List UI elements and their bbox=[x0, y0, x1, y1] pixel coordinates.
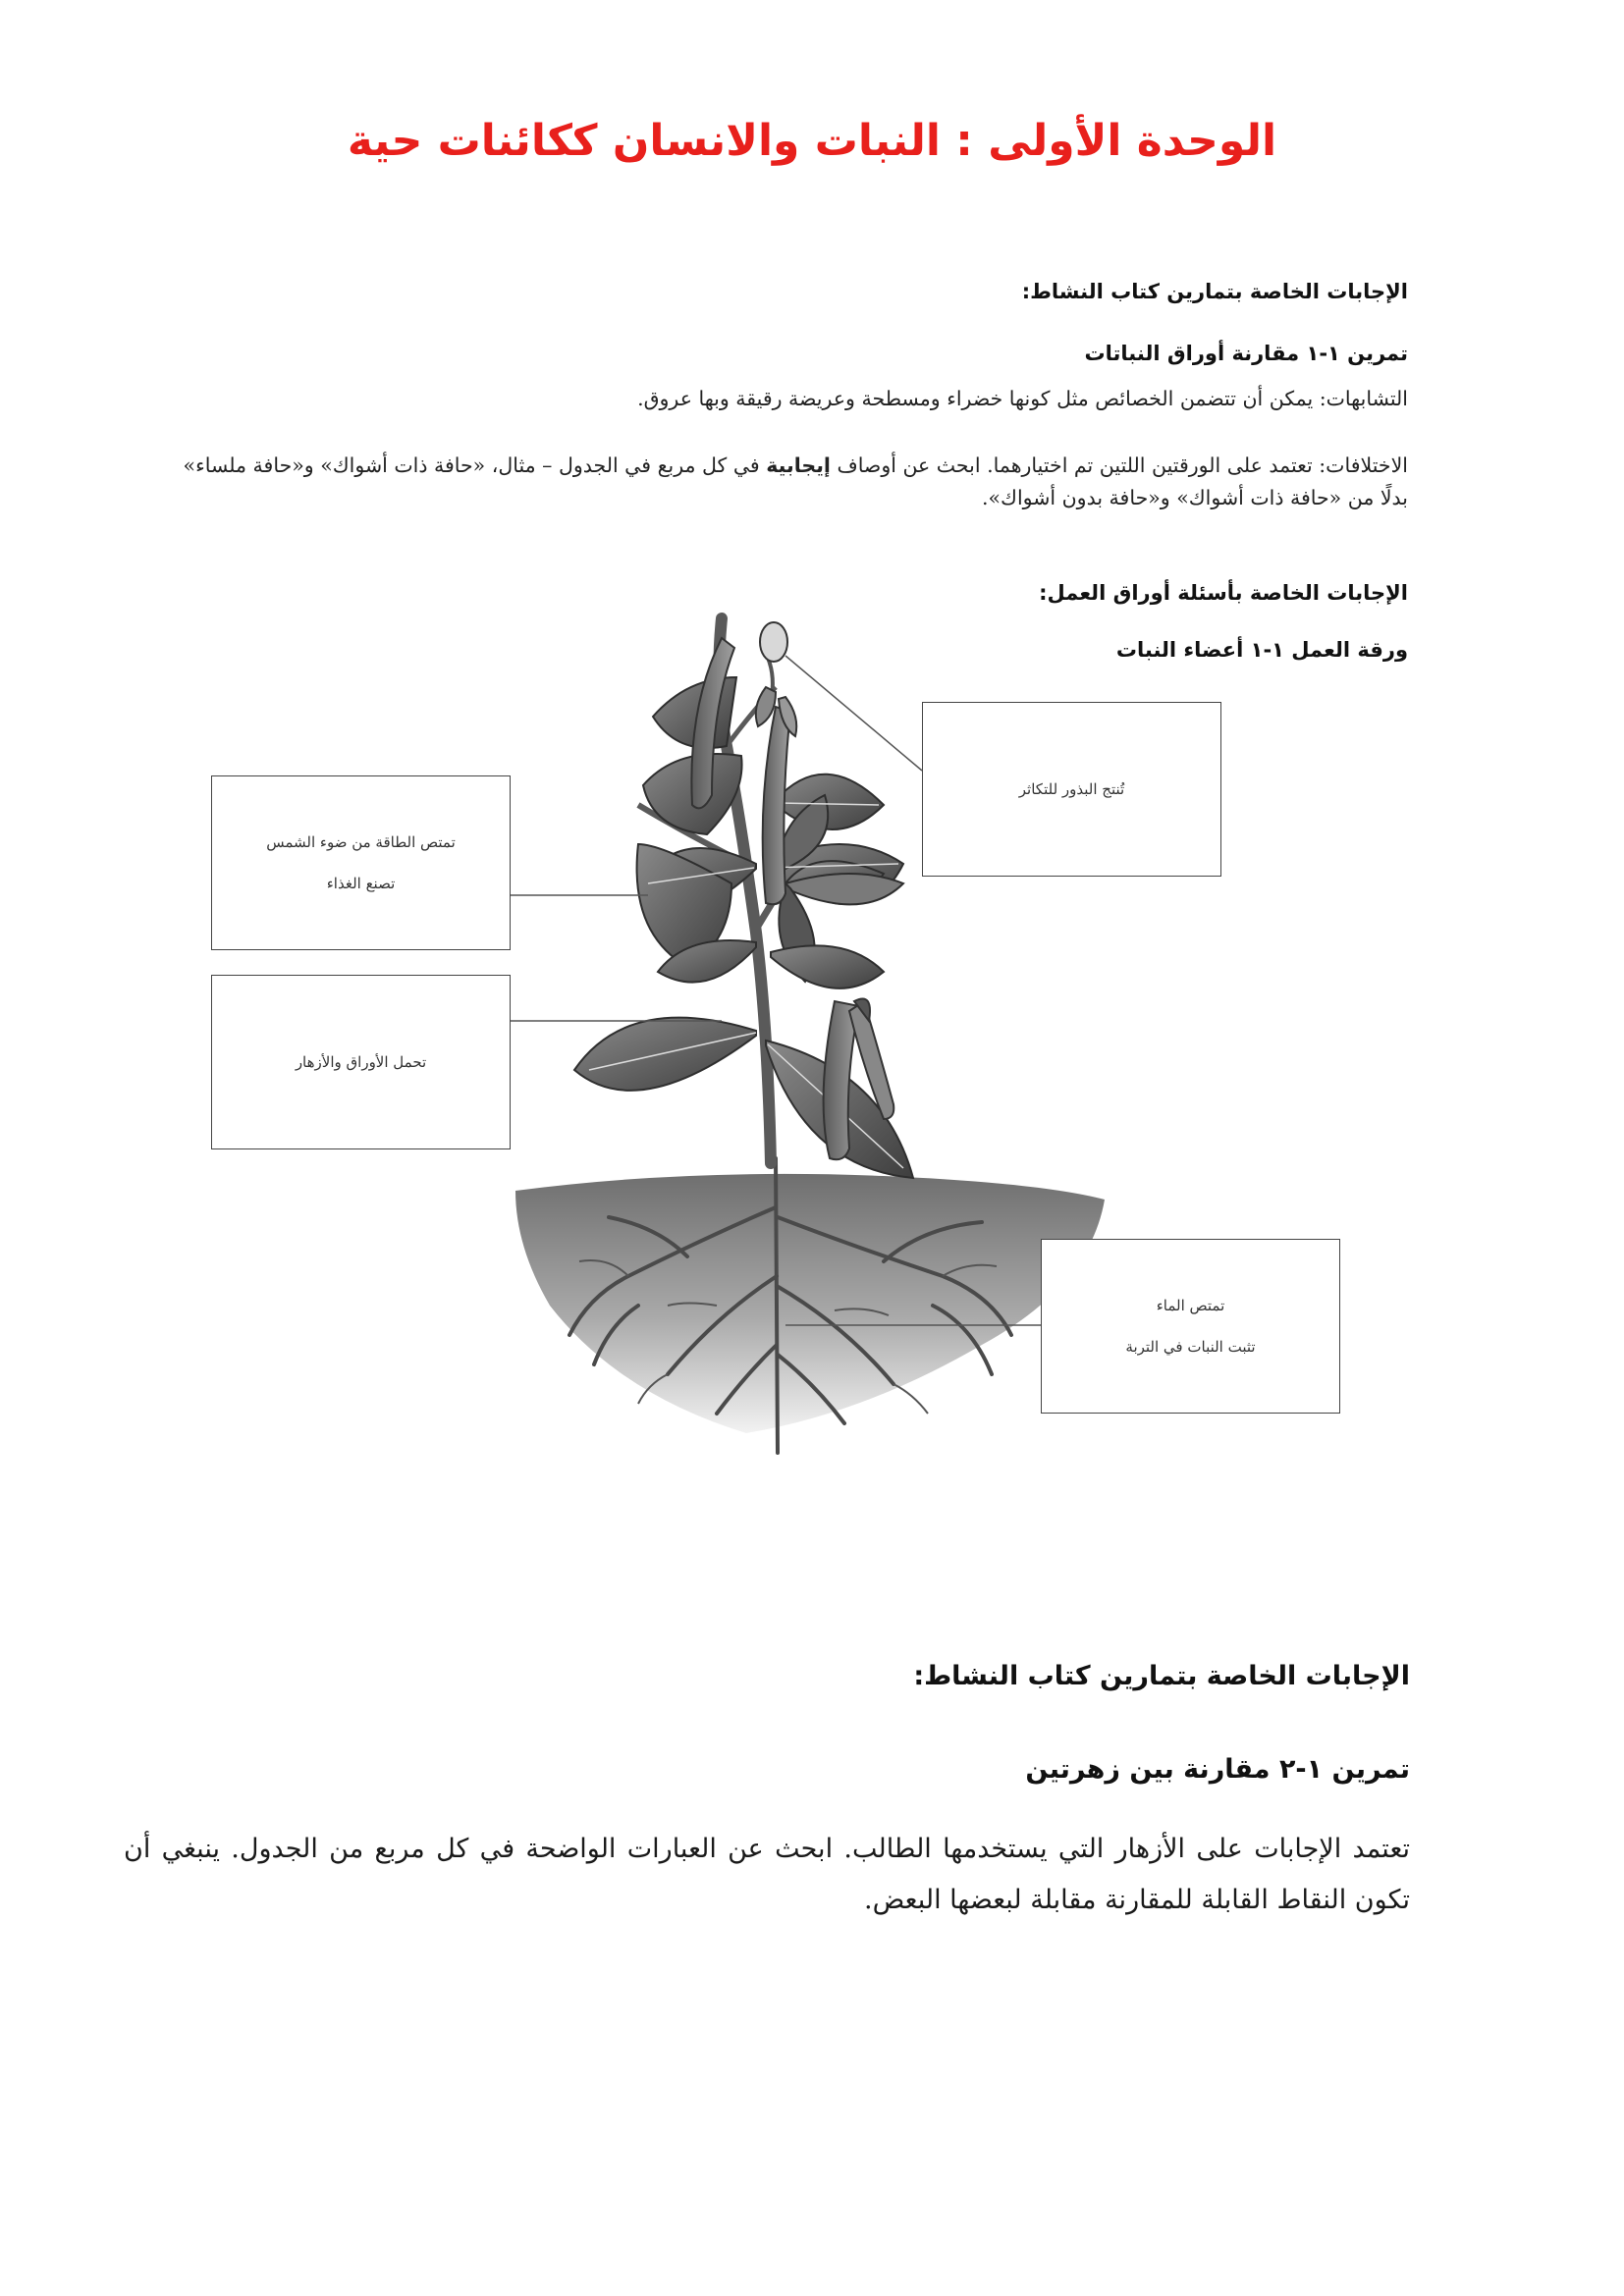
emphasis-positive: إيجابية bbox=[766, 454, 831, 477]
unit-title: الوحدة الأولى : النبات والانسان ككائنات حية bbox=[347, 116, 1277, 166]
soil bbox=[515, 1174, 1105, 1433]
exercise-title-2: تمرين ١-٢ مقارنة بين زهرتين bbox=[1025, 1754, 1410, 1785]
label-root: تمتص الماء تثبت النبات في التربة bbox=[1041, 1239, 1340, 1414]
exercise-title: تمرين ١-١ مقارنة أوراق النباتات bbox=[1084, 342, 1408, 365]
label-leaf: تمتص الطاقة من ضوء الشمس تصنع الغذاء bbox=[211, 775, 511, 950]
label-stem: تحمل الأوراق والأزهار bbox=[211, 975, 511, 1149]
activity-answers-heading: الإجابات الخاصة بتمارين كتاب النشاط: bbox=[1021, 280, 1408, 303]
differences-text: الاختلافات: تعتمد على الورقتين اللتين تم اختيارهما. ابحث عن أوصاف إيجابية في كل مربع في الجدول – مثال، «حافة ذات أشواك» و«حافة ملساء» بدلًا من «حافة ذات أشواك» و«حافة بدون أشواك». bbox=[183, 454, 1408, 509]
similarities-text: التشابهات: يمكن أن تتضمن الخصائص مثل كونها خضراء ومسطحة وعريضة رقيقة وبها عروق. bbox=[637, 387, 1408, 410]
leaves bbox=[574, 677, 913, 1178]
worksheet-title: ورقة العمل ١-١ أعضاء النبات bbox=[1115, 638, 1408, 662]
activity-answers-heading-2: الإجابات الخاصة بتمارين كتاب النشاط: bbox=[913, 1661, 1410, 1691]
worksheet-answers-heading: الإجابات الخاصة بأسئلة أوراق العمل: bbox=[1039, 581, 1408, 605]
exercise-body: تعتمد الإجابات على الأزهار التي يستخدمها الطالب. ابحث عن العبارات الواضحة في كل مربع من الجدول. ينبغي أن تكون النقاط القابلة للمقارنة مقابلة لبعضها البعض. bbox=[124, 1834, 1410, 1915]
label-flower: تُنتج البذور للتكاثر bbox=[922, 702, 1221, 877]
